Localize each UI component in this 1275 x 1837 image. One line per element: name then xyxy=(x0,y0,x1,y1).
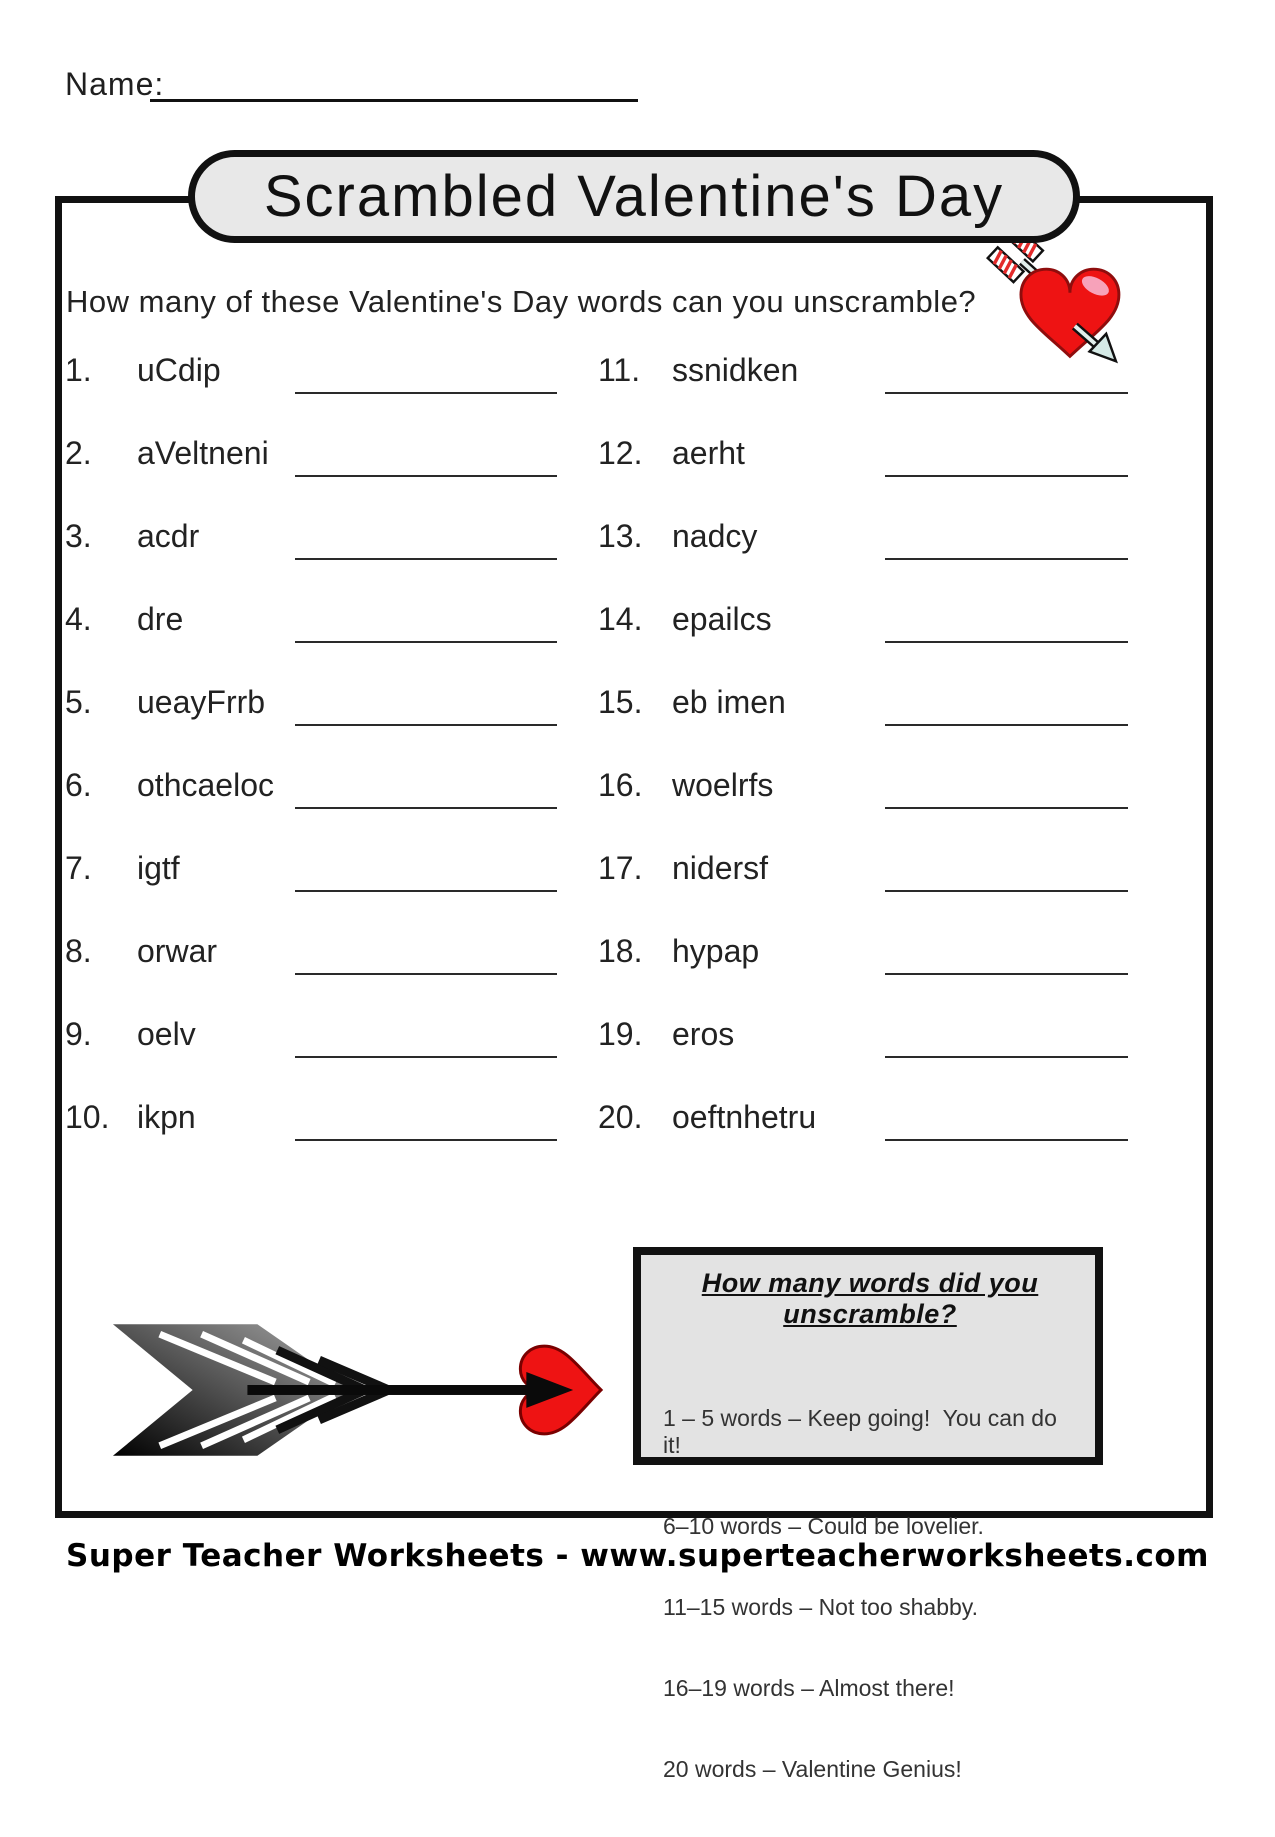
word-number: 1. xyxy=(65,352,92,388)
scrambled-word: ssnidken xyxy=(672,352,799,388)
word-row xyxy=(0,1016,1275,1060)
scrambled-word: epailcs xyxy=(672,601,772,637)
score-box-title: How many words did you unscramble? xyxy=(701,1268,1039,1329)
word-number: 13. xyxy=(598,518,643,554)
arrow-with-heart-tip-icon xyxy=(98,1318,616,1458)
word-number: 9. xyxy=(65,1016,92,1052)
word-number: 8. xyxy=(65,933,92,969)
answer-blank[interactable] xyxy=(885,601,1128,643)
word-number: 3. xyxy=(65,518,92,554)
score-line: 1 – 5 words – Keep going! You can do it! xyxy=(663,1405,1064,1458)
scrambled-word: aerht xyxy=(672,435,745,471)
score-line: 20 words – Valentine Genius! xyxy=(663,1756,962,1782)
answer-blank[interactable] xyxy=(885,518,1128,560)
word-number: 5. xyxy=(65,684,92,720)
scrambled-word: ueayFrrb xyxy=(137,684,266,720)
word-number: 11. xyxy=(598,352,641,388)
score-line: 11–15 words – Not too shabby. xyxy=(663,1594,978,1620)
scrambled-word: hypap xyxy=(672,933,760,969)
scrambled-word: othcaeloc xyxy=(137,767,274,803)
word-number: 16. xyxy=(598,767,643,803)
word-row xyxy=(0,1099,1275,1143)
scrambled-word: woelrfs xyxy=(672,767,774,803)
scrambled-word: igtf xyxy=(137,850,180,886)
score-line: 16–19 words – Almost there! xyxy=(663,1675,955,1701)
word-row xyxy=(0,850,1275,894)
scrambled-word: uCdip xyxy=(137,352,221,388)
word-number: 20. xyxy=(598,1099,643,1135)
word-row xyxy=(0,601,1275,645)
word-row xyxy=(0,767,1275,811)
scrambled-word: eb imen xyxy=(672,684,786,720)
scrambled-word: orwar xyxy=(137,933,218,969)
answer-blank[interactable] xyxy=(885,684,1128,726)
score-box xyxy=(633,1247,1103,1782)
word-row xyxy=(0,518,1275,562)
scrambled-word: oeftnhetru xyxy=(672,1099,817,1135)
word-number: 17. xyxy=(598,850,643,886)
answer-blank[interactable] xyxy=(885,1016,1128,1058)
scrambled-word: dre xyxy=(137,601,184,637)
word-row xyxy=(0,684,1275,728)
word-number: 18. xyxy=(598,933,643,969)
word-number: 19. xyxy=(598,1016,643,1052)
instruction-text: How many of these Valentine's Day words can you unscramble? xyxy=(66,284,977,319)
scrambled-word: ikpn xyxy=(137,1099,196,1135)
word-row xyxy=(0,933,1275,977)
word-number: 6. xyxy=(65,767,92,803)
heart-pierced-by-arrow-icon xyxy=(988,232,1146,374)
footer-credit: Super Teacher Worksheets - www.superteacherworksheets.com xyxy=(66,1538,1209,1574)
scrambled-word: acdr xyxy=(137,518,200,554)
scrambled-word: eros xyxy=(672,1016,735,1052)
word-number: 14. xyxy=(598,601,643,637)
scrambled-word: oelv xyxy=(137,1016,196,1052)
word-number: 12. xyxy=(598,435,643,471)
name-write-in-line[interactable] xyxy=(150,62,638,102)
answer-blank[interactable] xyxy=(885,435,1128,477)
name-label: Name: xyxy=(65,66,165,102)
page-title: Scrambled Valentine's Day xyxy=(263,164,1005,229)
title-banner xyxy=(188,150,1080,243)
answer-blank[interactable] xyxy=(885,933,1128,975)
word-number: 2. xyxy=(65,435,92,471)
word-number: 4. xyxy=(65,601,92,637)
word-number: 15. xyxy=(598,684,643,720)
scrambled-word: nidersf xyxy=(672,850,769,886)
word-number: 10. xyxy=(65,1099,110,1135)
score-line: 6–10 words – Could be lovelier. xyxy=(663,1513,984,1539)
scrambled-word: nadcy xyxy=(672,518,758,554)
scrambled-word: aVeltneni xyxy=(137,435,269,471)
word-row xyxy=(0,435,1275,479)
word-number: 7. xyxy=(65,850,92,886)
answer-blank[interactable] xyxy=(885,850,1128,892)
answer-blank[interactable] xyxy=(885,1099,1128,1141)
answer-blank[interactable] xyxy=(885,767,1128,809)
